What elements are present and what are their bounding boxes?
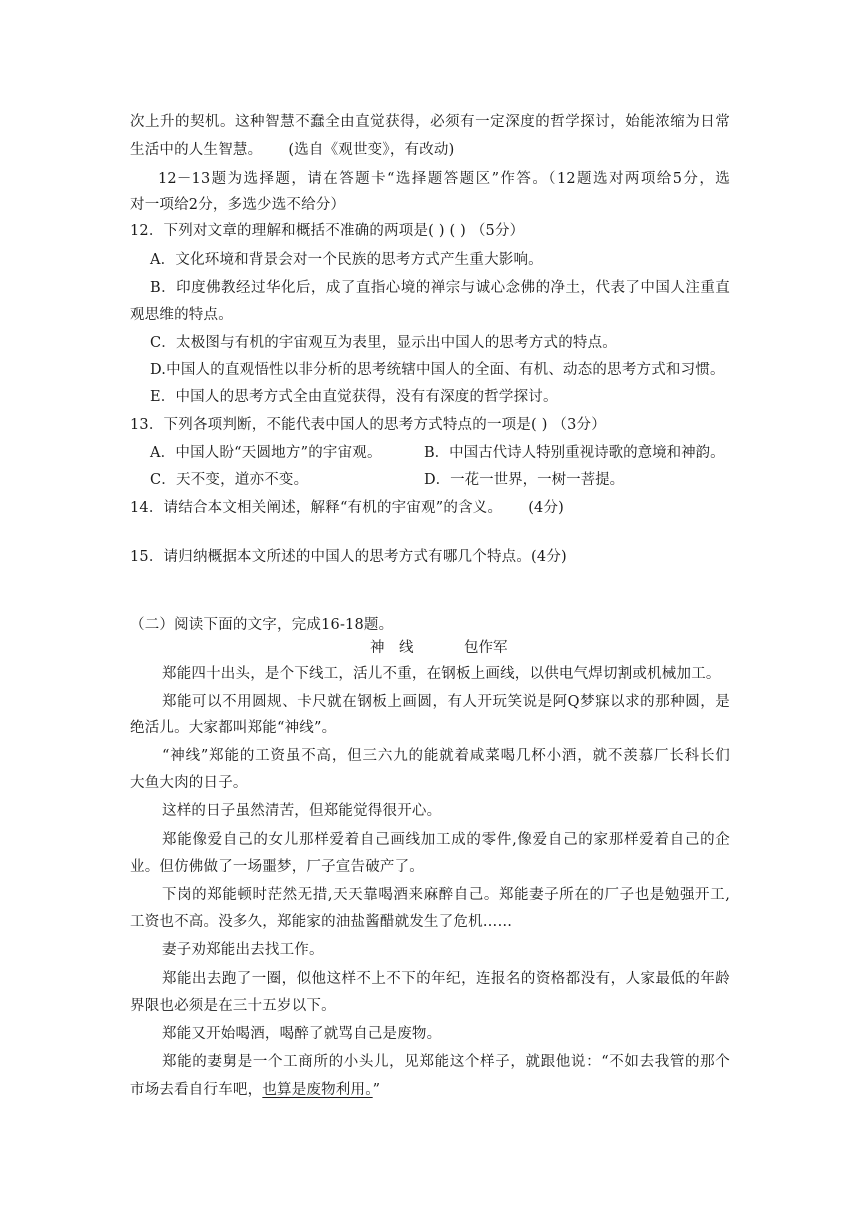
intro-line-2 [130, 138, 454, 159]
story-author: 包作军 [464, 640, 508, 656]
question-12-option-d: D.中国人的直观悟性以非分析的思考统辖中国人的全面、有机、动态的思考方式和习惯。 [150, 362, 725, 378]
story-paragraph-3-line-2: 大鱼大肉的日子。 [130, 775, 248, 791]
question-12-option-b-line-1: B．印度佛教经过华化后，成了直指心境的禅宗与诚心念佛的净土，代表了中国人注重直 [150, 280, 730, 296]
question-14-score: (4分) [528, 500, 565, 516]
question-13-stem: 13．下列各项判断，不能代表中国人的思考方式特点的一项是( ) （3分） [130, 417, 606, 433]
question-13-option-a: A．中国人盼“天圆地方”的宇宙观。 [150, 445, 382, 461]
story-paragraph-5-line-2: 业。但仿佛做了一场噩梦，厂子宣告破产了。 [130, 859, 424, 875]
question-12-stem: 12．下列对文章的理解和概括不准确的两项是( ) ( ) （5分） [130, 223, 525, 239]
question-14 [130, 496, 564, 517]
question-12-option-a: A．文化环境和背景会对一个民族的思考方式产生重大影响。 [150, 252, 543, 268]
closing-quote: ” [372, 1082, 381, 1098]
source-citation: (选自《观世变》，有改动) [288, 142, 455, 158]
section-2-heading: （二）阅读下面的文字，完成16-18题。 [130, 617, 394, 633]
story-paragraph-8-line-2: 界限也必须是在三十五岁以下。 [130, 998, 336, 1014]
instructions-line-2: 对一项给2分，多选少选不给分） [130, 197, 346, 213]
question-12-option-c: C．太极图与有机的宇宙观互为表里，显示出中国人的思考方式的特点。 [150, 335, 617, 351]
story-paragraph-6-line-1: 下岗的郑能顿时茫然无措,天天靠喝酒来麻醉自己。郑能妻子所在的厂子也是勉强开工, [162, 887, 730, 903]
story-paragraph-9: 郑能又开始喝酒，喝醉了就骂自己是废物。 [162, 1026, 442, 1042]
story-paragraph-6-line-2: 工资也不高。没多久，郑能家的油盐酱醋就发生了危机…… [130, 914, 513, 930]
story-paragraph-4: 这样的日子虽然清苦，但郑能觉得很开心。 [162, 803, 442, 819]
intro-line-1: 次上升的契机。这种智慧不蠢全由直觉获得，必须有一定深度的哲学探讨，始能浓缩为日常 [130, 114, 730, 130]
story-paragraph-1: 郑能四十出头，是个下线工，活儿不重，在钢板上画线，以供电气焊切割或机械加工。 [162, 666, 721, 682]
story-paragraph-2-line-2: 绝活儿。大家都叫郑能“神线”。 [130, 720, 337, 736]
underlined-phrase: 也算是废物利用。 [262, 1082, 373, 1098]
story-paragraph-8-line-1: 郑能出去跑了一圈，似他这样不上不下的年纪，连报名的资格都没有，人家最低的年龄 [162, 971, 730, 987]
question-13-option-b: B．中国古代诗人特别重视诗歌的意境和神韵。 [424, 445, 725, 461]
story-paragraph-5-line-1: 郑能像爱自己的女儿那样爱着自己画线加工成的零件,像爱自己的家那样爱着自己的企 [162, 832, 730, 848]
question-13-option-d: D．一花一世界，一树一菩提。 [424, 472, 625, 488]
instructions-line-1: 12－13题为选择题，请在答题卡“选择题答题区”作答。（12题选对两项给5分，选 [158, 171, 730, 187]
story-paragraph-10-line-1: 郑能的妻舅是一个工商所的小头儿，见郑能这个样子，就跟他说：“不如去我管的那个 [162, 1054, 730, 1070]
intro-line-2-text: 生活中的人生智慧。 [130, 142, 263, 158]
story-paragraph-10-line-2 [130, 1078, 380, 1099]
story-paragraph-7: 妻子劝郑能出去找工作。 [162, 942, 324, 958]
story-title: 神 线 [370, 640, 414, 656]
story-paragraph-3-line-1: “神线”郑能的工资虽不高，但三六九的能就着咸菜喝几杯小酒，就不羡慕厂长科长们 [162, 748, 730, 764]
question-12-option-e: E．中国人的思考方式全由直觉获得，没有有深度的哲学探讨。 [150, 389, 558, 405]
story-paragraph-2-line-1: 郑能可以不用圆规、卡尺就在钢板上画圆，有人开玩笑说是阿Q梦寐以求的那种圆，是 [162, 694, 730, 710]
question-13-option-c: C．天不变，道亦不变。 [150, 472, 309, 488]
question-15: 15．请归纳概据本文所述的中国人的思考方式有哪几个特点。(4分) [130, 549, 567, 565]
question-12-option-b-line-2: 观思维的特点。 [130, 307, 233, 323]
question-14-stem: 14．请结合本文相关阐述，解释“有机的宇宙观”的含义。 [130, 500, 503, 516]
story-paragraph-10-text: 市场去看自行车吧， [130, 1082, 263, 1098]
